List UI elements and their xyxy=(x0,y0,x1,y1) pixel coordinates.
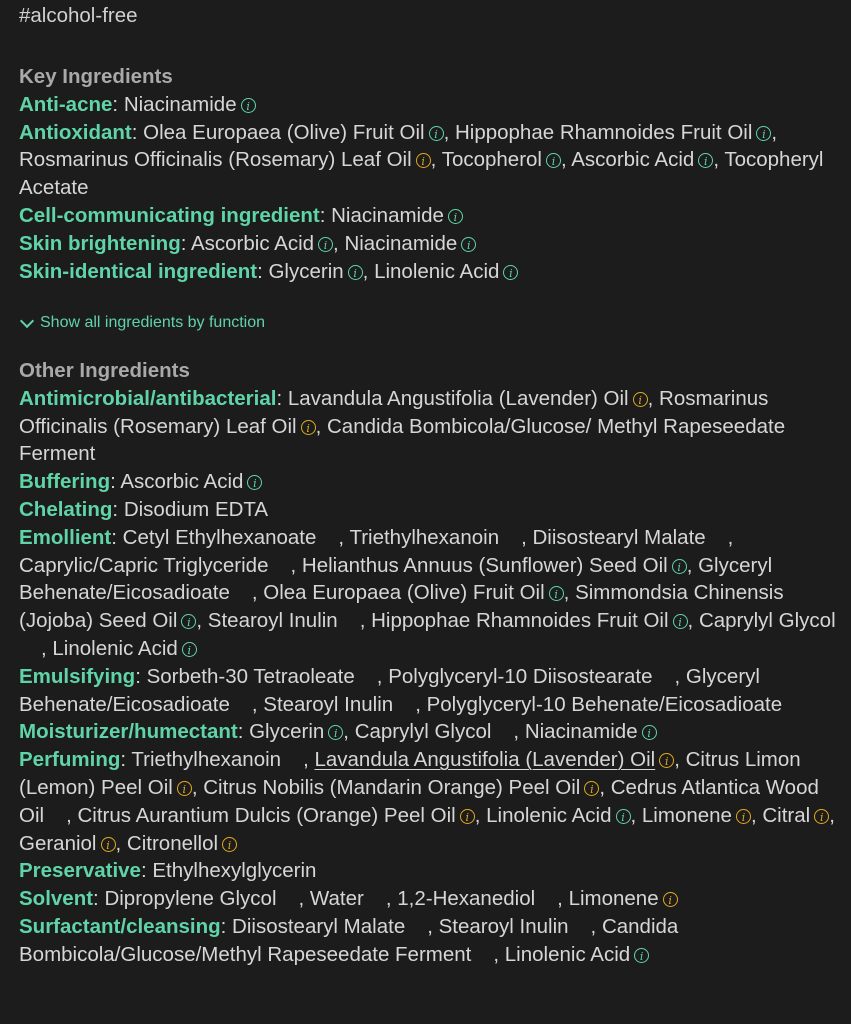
ingredient-link[interactable]: Glycerin xyxy=(249,720,325,744)
key-ingredients-section xyxy=(19,63,839,285)
ingredient-link[interactable]: Linolenic Acid xyxy=(374,259,500,283)
ingredient-link[interactable]: Geraniol xyxy=(19,831,97,855)
ingredient-link[interactable]: Tocopheryl Acetate xyxy=(19,148,824,200)
warning-icon[interactable]: i xyxy=(814,809,829,824)
function-row-chelating: Chelating: Disodium EDTA xyxy=(19,497,269,521)
ingredient-link[interactable]: Water xyxy=(309,887,364,911)
warning-icon[interactable]: i xyxy=(416,153,431,168)
ingredient-link[interactable]: Diisostearyl Malate xyxy=(232,914,406,938)
ingredient-link[interactable]: Ascorbic Acid xyxy=(120,470,244,494)
function-row-surfactant-cleansing: Surfactant/cleansing: Diisostearyl Malate , Stearoyl Inulin , Candida Bombicola/Glucose/Methyl Rapeseedate Ferment , Linolenic Acid i xyxy=(19,914,679,966)
ingredient-link[interactable]: Olea Europaea (Olive) Fruit Oil xyxy=(263,581,545,605)
tag-alcohol-free[interactable]: #alcohol-free xyxy=(19,4,138,27)
warning-icon[interactable]: i xyxy=(633,392,648,407)
chevron-down-icon xyxy=(20,314,34,328)
ingredient-link[interactable]: Ethylhexylglycerin xyxy=(152,859,317,883)
ingredient-link[interactable]: Glycerin xyxy=(268,259,344,283)
show-all-ingredients-toggle[interactable] xyxy=(19,311,265,335)
ingredient-link[interactable]: Caprylyl Glycol xyxy=(698,609,836,633)
ingredient-link[interactable]: Helianthus Annuus (Sunflower) Seed Oil xyxy=(301,553,668,577)
info-icon[interactable]: i xyxy=(503,265,518,280)
ingredient-link[interactable]: Niacinamide xyxy=(331,203,444,227)
ingredient-link[interactable]: Limonene xyxy=(641,803,732,827)
info-icon[interactable]: i xyxy=(328,725,343,740)
warning-icon[interactable]: i xyxy=(663,892,678,907)
ingredient-link[interactable]: Diisostearyl Malate xyxy=(532,525,706,549)
info-icon[interactable]: i xyxy=(247,475,262,490)
function-row-emulsifying: Emulsifying: Sorbeth-30 Tetraoleate , Polyglyceryl-10 Diisostearate , Glyceryl Behenate/Eicosadioate , Stearoyl Inulin , Polyglyceryl-10 Behenate/Eicosadioate xyxy=(19,664,783,716)
warning-icon[interactable]: i xyxy=(177,781,192,796)
info-icon[interactable]: i xyxy=(634,948,649,963)
function-row-skin-brightening: Skin brightening: Ascorbic Acid i , Niacinamide i xyxy=(19,230,839,258)
info-icon[interactable]: i xyxy=(429,126,444,141)
info-icon[interactable]: i xyxy=(756,126,771,141)
ingredient-link[interactable]: Glyceryl Behenate/Eicosadioate xyxy=(19,553,773,605)
warning-icon[interactable]: i xyxy=(101,837,116,852)
ingredient-link[interactable]: Disodium EDTA xyxy=(123,497,269,521)
ingredient-link[interactable]: Tocopherol xyxy=(441,148,542,172)
ingredient-link[interactable]: Ascorbic Acid xyxy=(571,148,695,172)
ingredient-link[interactable]: Polyglyceryl-10 Diisostearate xyxy=(388,664,653,688)
ingredient-link[interactable]: Linolenic Acid xyxy=(52,636,178,660)
ingredient-link[interactable]: Hippophae Rhamnoides Fruit Oil xyxy=(371,609,669,633)
ingredient-link[interactable]: Rosmarinus Officinalis (Rosemary) Leaf Oil xyxy=(19,386,769,438)
warning-icon[interactable]: i xyxy=(460,809,475,824)
ingredient-link[interactable]: Simmondsia Chinensis (Jojoba) Seed Oil xyxy=(19,581,784,633)
function-row-solvent: Solvent: Dipropylene Glycol , Water , 1,2-Hexanediol , Limonene i xyxy=(19,885,839,913)
function-label[interactable]: Perfuming xyxy=(19,748,121,772)
info-icon[interactable]: i xyxy=(546,153,561,168)
function-row-buffering: Buffering: Ascorbic Acid i xyxy=(19,468,839,496)
warning-icon[interactable]: i xyxy=(222,837,237,852)
ingredient-link[interactable]: Citrus Limon (Lemon) Peel Oil xyxy=(19,748,801,799)
function-label[interactable]: Emollient xyxy=(19,525,112,549)
warning-icon[interactable]: i xyxy=(301,420,316,435)
function-label[interactable]: Antioxidant xyxy=(19,120,132,144)
ingredient-link[interactable]: Cedrus Atlantica Wood Oil xyxy=(19,775,819,827)
function-label[interactable]: Skin-identical ingredient xyxy=(19,259,258,283)
warning-icon[interactable]: i xyxy=(659,753,674,768)
other-ingredients-section xyxy=(19,357,839,969)
function-label[interactable]: Emulsifying xyxy=(19,664,136,688)
warning-icon[interactable]: i xyxy=(584,781,599,796)
function-row-antioxidant: Antioxidant: Olea Europaea (Olive) Fruit Oil i , Hippophae Rhamnoides Fruit Oil i , Rosmarinus Officinalis (Rosemary) Leaf Oil i , Tocopherol i , Ascorbic Acid i , Tocopheryl Acetate xyxy=(19,120,824,200)
ingredient-link[interactable]: Rosmarinus Officinalis (Rosemary) Leaf Oil xyxy=(19,148,412,172)
warning-icon[interactable]: i xyxy=(736,809,751,824)
ingredient-link[interactable]: Dipropylene Glycol xyxy=(104,887,277,911)
ingredient-link[interactable]: Caprylyl Glycol xyxy=(354,720,492,744)
info-icon[interactable]: i xyxy=(549,586,564,601)
ingredient-link[interactable]: Lavandula Angustifolia (Lavender) Oil xyxy=(287,386,629,410)
function-label[interactable]: Anti-acne xyxy=(19,92,113,116)
info-icon[interactable]: i xyxy=(182,642,197,657)
info-icon[interactable]: i xyxy=(461,237,476,252)
ingredient-link[interactable]: Limonene xyxy=(568,887,659,911)
function-label[interactable]: Skin brightening xyxy=(19,231,181,255)
function-label[interactable]: Solvent xyxy=(19,887,94,911)
ingredient-link[interactable]: Citrus Nobilis (Mandarin Orange) Peel Oil xyxy=(203,775,581,799)
function-row-antimicrobial-antibacterial: Antimicrobial/antibacterial: Lavandula Angustifolia (Lavender) Oil i , Rosmarinus Officinalis (Rosemary) Leaf Oil i , Candida Bombicola/Glucose/ Methyl Rapeseedate Ferment xyxy=(19,386,786,466)
function-row-perfuming: Perfuming: Triethylhexanoin , Lavandula Angustifolia (Lavender) Oil i , Citrus Limon (Lemon) Peel Oil i , Citrus Nobilis (Mandarin Orange) Peel Oil i , Cedrus Atlantica Wood Oil , Citrus Aurantium Dulcis (Orange) Peel Oil i , Linolenic Acid i , Limonene i , Citral i , Geraniol i , Citronellol i xyxy=(19,748,835,855)
function-label[interactable]: Cell-communicating ingredient xyxy=(19,203,320,227)
ingredient-link[interactable]: Cetyl Ethylhexanoate xyxy=(122,525,317,549)
ingredient-link[interactable]: Stearoyl Inulin xyxy=(263,692,394,716)
other-ingredients-list xyxy=(19,385,839,969)
key-ingredients-heading: Key Ingredients xyxy=(19,65,173,88)
info-icon[interactable]: i xyxy=(241,98,256,113)
ingredient-link[interactable]: Niacinamide xyxy=(344,231,458,255)
info-icon[interactable]: i xyxy=(642,725,657,740)
ingredient-link[interactable]: Candida Bombicola/Glucose/ Methyl Rapeseedate Ferment xyxy=(19,414,786,466)
ingredient-link[interactable]: 1,2-Hexanediol xyxy=(397,887,536,911)
ingredient-link[interactable]: Ascorbic Acid xyxy=(190,231,315,255)
function-label[interactable]: Surfactant/cleansing xyxy=(19,914,221,938)
info-icon[interactable]: i xyxy=(318,237,333,252)
ingredient-link[interactable]: Citrus Aurantium Dulcis (Orange) Peel Oil xyxy=(77,803,456,827)
function-row-cell-communicating-ingredient: Cell-communicating ingredient: Niacinamide i xyxy=(19,202,839,230)
ingredient-link[interactable]: Citral xyxy=(762,803,811,827)
function-row-emollient: Emollient: Cetyl Ethylhexanoate , Triethylhexanoin , Diisostearyl Malate , Caprylic/Capric Triglyceride , Helianthus Annuus (Sunflower) Seed Oil i , Glyceryl Behenate/Eicosadioate , Olea Europaea (Olive) Fruit Oil i , Simmondsia Chinensis (Jojoba) Seed Oil i , Stearoyl Inulin , Hippophae Rhamnoides Fruit Oil i , Caprylyl Glycol, Linolenic Acid i xyxy=(19,525,836,660)
ingredient-link[interactable]: Niacinamide xyxy=(123,92,237,116)
function-row-preservative: Preservative: Ethylhexylglycerin xyxy=(19,859,317,883)
function-row-moisturizer-humectant: Moisturizer/humectant: Glycerin i , Caprylyl Glycol , Niacinamide i xyxy=(19,718,839,746)
info-icon[interactable]: i xyxy=(673,614,688,629)
ingredient-link[interactable]: Triethylhexanoin xyxy=(349,525,500,549)
info-icon[interactable]: i xyxy=(181,614,196,629)
ingredient-link[interactable]: Triethylhexanoin xyxy=(131,748,282,772)
ingredient-link[interactable]: Stearoyl Inulin xyxy=(438,914,569,938)
info-icon[interactable]: i xyxy=(448,209,463,224)
ingredient-link[interactable]: Linolenic Acid xyxy=(504,942,631,966)
info-icon[interactable]: i xyxy=(616,809,631,824)
function-label[interactable]: Moisturizer/humectant xyxy=(19,720,238,744)
function-label[interactable]: Preservative xyxy=(19,859,141,883)
ingredient-link[interactable]: Hippophae Rhamnoides Fruit Oil xyxy=(454,120,753,144)
ingredient-link[interactable]: Candida Bombicola/Glucose/Methyl Rapeseedate Ferment xyxy=(19,914,679,966)
other-ingredients-heading: Other Ingredients xyxy=(19,359,190,382)
ingredient-link[interactable]: Sorbeth-30 Tetraoleate xyxy=(146,664,355,688)
ingredient-link[interactable]: Lavandula Angustifolia (Lavender) Oil xyxy=(314,748,656,772)
info-icon[interactable]: i xyxy=(348,265,363,280)
function-label[interactable]: Buffering xyxy=(19,470,111,494)
ingredient-link[interactable]: Polyglyceryl-10 Behenate/Eicosadioate xyxy=(426,692,783,716)
function-label[interactable]: Chelating xyxy=(19,497,113,521)
function-label[interactable]: Antimicrobial/antibacterial xyxy=(19,386,277,410)
ingredient-link[interactable]: Caprylic/Capric Triglyceride xyxy=(19,553,269,577)
function-row-skin-identical-ingredient: Skin-identical ingredient: Glycerin i , Linolenic Acid i xyxy=(19,258,839,286)
ingredient-link[interactable]: Olea Europaea (Olive) Fruit Oil xyxy=(143,120,425,144)
toggle-label: Show all ingredients by function xyxy=(40,314,266,331)
key-ingredients-list xyxy=(19,91,839,286)
function-row-anti-acne: Anti-acne: Niacinamide i xyxy=(19,91,839,119)
info-icon[interactable]: i xyxy=(698,153,713,168)
ingredient-link[interactable]: Stearoyl Inulin xyxy=(207,609,338,633)
ingredient-link[interactable]: Linolenic Acid xyxy=(486,803,612,827)
ingredient-link[interactable]: Niacinamide xyxy=(524,720,638,744)
ingredient-link[interactable]: Glyceryl Behenate/Eicosadioate xyxy=(19,664,760,716)
info-icon[interactable]: i xyxy=(672,559,687,574)
ingredient-link[interactable]: Citronellol xyxy=(126,831,219,855)
